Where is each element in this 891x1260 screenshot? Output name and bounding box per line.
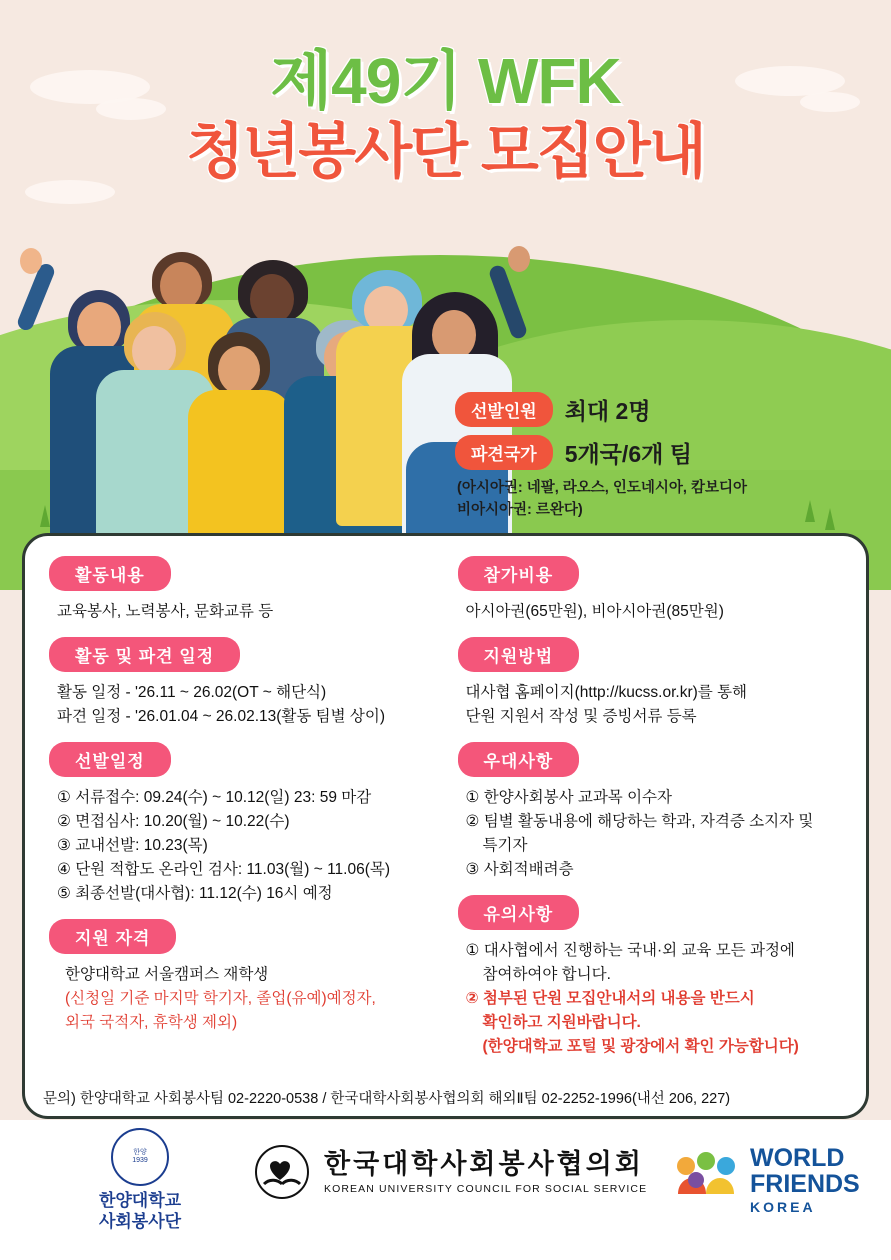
text-line: 특기자 [482,837,528,855]
section-title: 선발일정 [49,742,171,777]
country-note-line-2: 비아시아권: 르완다) [457,501,583,518]
section-participation-fee [458,556,843,624]
kucss-name-en: KOREAN UNIVERSITY COUNCIL FOR SOCIAL SERVICE [324,1183,648,1195]
text-line: 파견 일정 - '26.01.04 ~ 26.02.13(활동 팀별 상이) [57,708,386,726]
selection-row [455,392,875,427]
section-body [57,600,434,624]
text-line: 교육봉사, 노력봉사, 문화교류 등 [57,603,274,620]
text-line: ① 서류접수: 09.24(수) ~ 10.12(일) 23: 59 마감 [57,789,372,807]
text-line: 활동 일정 - '26.11 ~ 26.02(OT ~ 해단식) [57,684,327,702]
section-activity-schedule [49,637,434,729]
country-value: 5개국/6개 팀 [564,441,692,467]
country-row [455,435,875,470]
kucss-text [324,1142,650,1195]
left-column [49,556,434,1072]
worldfriends-logo [672,1146,872,1215]
title-line-2: 청년봉사단 모집안내 [186,118,705,186]
kucss-mark-icon [250,1144,314,1200]
section-title: 지원 자격 [49,919,176,954]
worldfriends-text [750,1146,872,1215]
worldfriends-line-1: WORLD [750,1144,845,1172]
text-line: ④ 단원 적합도 온라인 검사: 11.03(월) ~ 11.06(목) [57,861,390,879]
text-line: ② 첨부된 단원 모집안내서의 내용을 반드시 [465,990,755,1008]
section-activity-content [49,556,434,624]
worldfriends-mark-icon [672,1150,740,1206]
text-line: (한양대학교 포털 및 광장에서 확인 가능합니다) [482,1038,799,1056]
section-body [57,963,434,1035]
section-title: 우대사항 [458,742,580,777]
text-line: 한양대학교 서울캠퍼스 재학생 [65,966,269,984]
country-label-badge: 파견국가 [455,435,553,470]
section-notice [458,895,843,1059]
text-line: ③ 사회적배려층 [465,861,574,879]
section-selection-schedule [49,742,434,906]
contact-note: 문의) 한양대학교 사회봉사팀 02-2220-0538 / 한국대학사회봉사협의회 해외Ⅱ팀 02-2252-1996(내선 206, 227) [43,1091,731,1107]
title-line-1: 제49기 WFK [270,45,621,117]
section-title: 참가비용 [458,556,580,591]
kucss-logo [250,1142,650,1195]
section-body [466,786,843,882]
text-line: 대사협 홈페이지(http://kucss.or.kr)를 통해 [465,684,748,702]
section-preferential [458,742,843,882]
hanyang-seal-year: 1939 [132,1157,148,1164]
section-title: 유의사항 [458,895,580,930]
section-title: 활동내용 [49,556,171,591]
text-line: ③ 교내선발: 10.23(목) [57,837,208,855]
section-body [466,600,843,624]
selection-value: 최대 2명 [564,398,651,424]
text-line: 확인하고 지원바랍니다. [482,1014,641,1032]
text-line: ① 한양사회봉사 교과목 이수자 [465,789,672,807]
hanyang-seal-text: 한양 [133,1148,147,1156]
hanyang-logo [60,1128,220,1233]
text-line: (신청일 기준 마지막 학기자, 졸업(유예)예정자, [65,990,376,1008]
person-hand [508,246,530,272]
section-title: 지원방법 [458,637,580,672]
highlight-info [455,392,875,522]
kucss-name-kr: 한국대학사회봉사협의회 [324,1149,644,1179]
text-line: 아시아권(65만원), 비아시아권(85만원) [465,603,724,620]
section-body [57,681,434,729]
text-line: 외국 국적자, 휴학생 제외) [65,1014,238,1032]
hanyang-seal-icon [111,1128,169,1186]
right-column [458,556,843,1072]
person [186,332,294,542]
section-body [57,786,434,906]
hanyang-name-line-1: 한양대학교 [98,1191,182,1210]
text-line: 참여하여야 합니다. [482,966,611,984]
details-card [22,533,869,1119]
text-line: ⑤ 최종선발(대사협): 11.12(수) 16시 예정 [57,885,333,903]
section-body [466,681,843,729]
section-how-to-apply [458,637,843,729]
selection-label-badge: 선발인원 [455,392,553,427]
text-line: ① 대사협에서 진행하는 국내·외 교육 모든 과정에 [465,942,795,960]
country-note-line-1: (아시아권: 네팔, 라오스, 인도네시아, 캄보디아 [457,480,747,496]
person-hand [20,248,42,274]
text-line: ② 팀별 활동내용에 해당하는 학과, 자격증 소지자 및 [465,813,814,831]
logo-strip [0,1120,891,1260]
section-body [466,939,843,1059]
worldfriends-line-2: FRIENDS [750,1170,860,1198]
poster-title [0,45,891,186]
section-title: 활동 및 파견 일정 [49,637,240,672]
text-line: ② 면접심사: 10.20(월) ~ 10.22(수) [57,813,290,831]
worldfriends-line-3: KOREA [750,1199,816,1216]
hanyang-name-line-2: 사회봉사단 [98,1212,182,1232]
section-eligibility [49,919,434,1035]
text-line: 단원 지원서 작성 및 증빙서류 등록 [465,708,697,726]
